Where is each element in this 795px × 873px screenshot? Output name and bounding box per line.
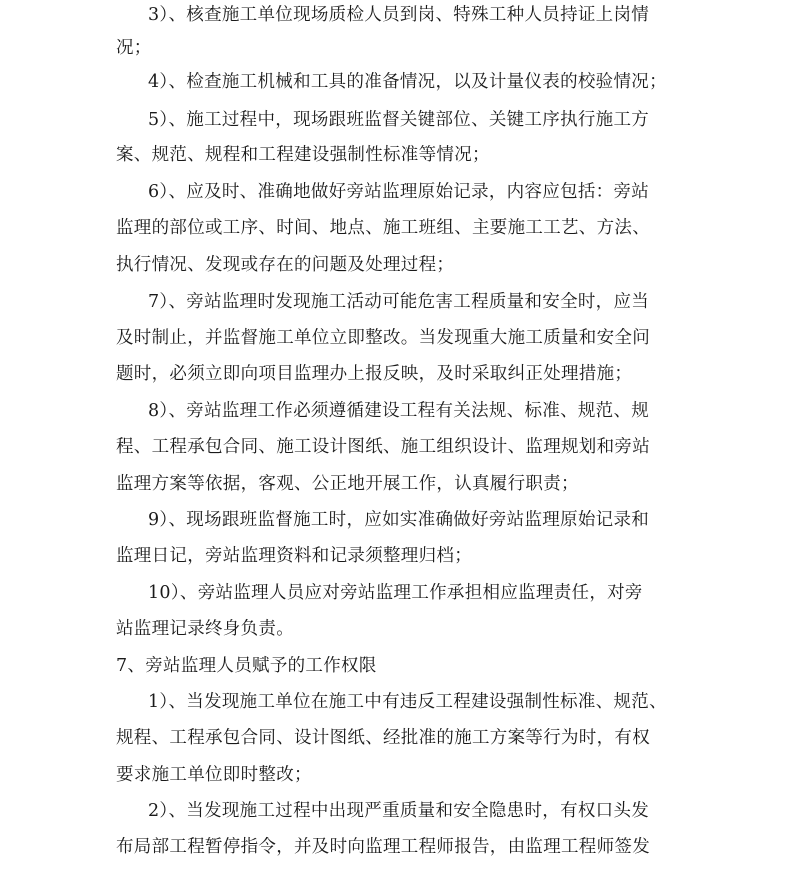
text-line: 站监理记录终身负责。: [116, 619, 294, 639]
text-line: 题时，必须立即向项目监理办上报反映，及时采取纠正处理措施；: [116, 364, 633, 384]
section-heading: 7、旁站监理人员赋予的工作权限: [116, 656, 377, 676]
text-line: 7）、旁站监理时发现施工活动可能危害工程质量和安全时，应当: [148, 292, 650, 312]
text-line: 监理日记，旁站监理资料和记录须整理归档；: [116, 546, 472, 566]
text-line: 3）、核查施工单位现场质检人员到岗、特殊工种人员持证上岗情: [148, 5, 650, 25]
text-line: 及时制止，并监督施工单位立即整改。当发现重大施工质量和安全问: [116, 328, 650, 348]
text-line: 案、规范、规程和工程建设强制性标准等情况；: [116, 145, 490, 165]
text-line: 2）、当发现施工过程中出现严重质量和安全隐患时，有权口头发: [148, 801, 650, 821]
text-line: 执行情况、发现或存在的问题及处理过程；: [116, 255, 455, 275]
text-line: 9）、现场跟班监督施工时，应如实准确做好旁站监理原始记录和: [148, 510, 650, 530]
text-line: 布局部工程暂停指令，并及时向监理工程师报告，由监理工程师签发: [116, 837, 650, 857]
text-line: 10）、旁站监理人员应对旁站监理工作承担相应监理责任，对旁: [148, 583, 643, 603]
text-line: 监理的部位或工序、时间、地点、施工班组、主要施工工艺、方法、: [116, 218, 650, 238]
text-line: 程、工程承包合同、施工设计图纸、施工组织设计、监理规划和旁站: [116, 437, 650, 457]
text-line: 4）、检查施工机械和工具的准备情况，以及计量仪表的校验情况；: [148, 72, 667, 92]
text-line: 规程、工程承包合同、设计图纸、经批准的施工方案等行为时，有权: [116, 728, 650, 748]
text-line: 6）、应及时、准确地做好旁站监理原始记录，内容应包括：旁站: [148, 182, 650, 202]
text-line: 况；: [116, 38, 152, 58]
text-line: 5）、施工过程中，现场跟班监督关键部位、关键工序执行施工方: [148, 110, 650, 130]
text-line: 监理方案等依据，客观、公正地开展工作，认真履行职责；: [116, 474, 579, 494]
text-line: 要求施工单位即时整改；: [116, 765, 312, 785]
text-line: 1）、当发现施工单位在施工中有违反工程建设强制性标准、规范、: [148, 692, 667, 712]
text-line: 8）、旁站监理工作必须遵循建设工程有关法规、标准、规范、规: [148, 401, 650, 421]
